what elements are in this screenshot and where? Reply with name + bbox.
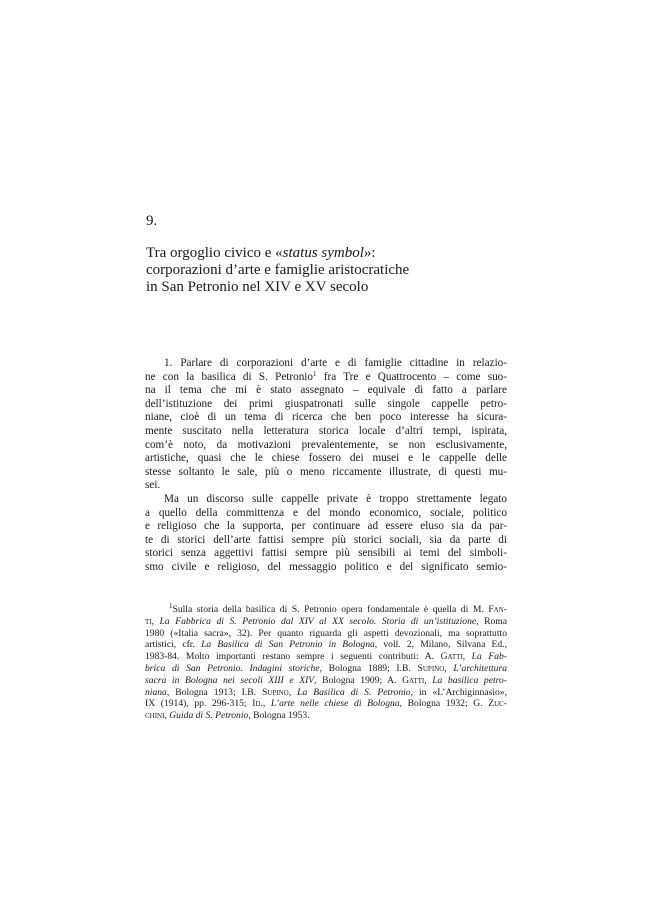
body-text bbox=[145, 357, 507, 575]
text-line: smo civile e religioso, del messaggio politico e del significato semio- bbox=[145, 560, 507, 573]
text-line: Ma un discorso sulle cappelle private è troppo strettamente legato bbox=[164, 492, 507, 505]
footnote-mark: 1 bbox=[169, 602, 173, 610]
footnote-line: brica di San Petronio. Indagini storiche, Bologna 1889; I.B. Supino, L’architettura bbox=[145, 662, 508, 674]
footnote-reference: 1 bbox=[313, 369, 317, 378]
text-line: sei. bbox=[145, 479, 161, 492]
text-line: ne con la basilica di S. Petronio$^1$ fra Tre e Quattrocento – come suo- bbox=[145, 369, 507, 383]
chapter-number: 9. bbox=[146, 213, 158, 229]
footnote-line: $^1$Sulla storia della basilica di S. Petronio opera fondamentale è quella di M. Fan- bbox=[169, 602, 507, 615]
footnote-line: ti, La Fabbrica di S. Petronio dal XIV al XX secolo. Storia di un’istituzione, Roma bbox=[145, 615, 508, 627]
chapter-title-line-2: corporazioni d’arte e famiglie aristocratiche bbox=[146, 262, 410, 278]
paragraph-1 bbox=[145, 357, 507, 493]
chapter-title-line-3: in San Petronio nel XIV e XV secolo bbox=[146, 279, 369, 295]
footnote-line: chini, Guida di S. Petronio, Bologna 1953. bbox=[145, 710, 310, 722]
text-line: na il tema che mi è stato assegnato – equivale di fatto a parlare bbox=[145, 384, 507, 397]
text-line: dell’istituzione dei primi giuspatronati sulle singole cappelle petro- bbox=[145, 397, 507, 410]
text-line: te di storici dell’arte fattisi sempre più storici sociali, sia da parte di bbox=[145, 533, 507, 546]
footnote-line: artistici, cfr. La Basilica di San Petronio in Bologna, voll. 2, Milano, Silvana Ed., bbox=[145, 639, 507, 651]
text-line: e religioso che la supporta, per continuare ad essere eluso sia da par- bbox=[145, 520, 507, 533]
text-line: 1. Parlare di corporazioni d’arte e di famiglie cittadine in relazio- bbox=[164, 357, 507, 369]
text-line: a quello della committenza e del mondo economico, sociale, politico bbox=[145, 506, 507, 519]
text-line: niane, cioè di un tema di ricerca che ben poco interesse ha sicura- bbox=[145, 411, 507, 424]
footnote bbox=[145, 604, 507, 722]
paragraph-2 bbox=[145, 493, 507, 575]
text-line: com’è noto, da motivazioni prevalentemente, se non esclusivamente, bbox=[145, 438, 507, 451]
footnote-line: sacra in Bologna nei secoli XIII e XIV, Bologna 1909; A. Gatti, La basilica petro- bbox=[145, 674, 507, 686]
footnote-line: 1983-84. Molto importanti restano sempre i seguenti contributi: A. Gatti, La Fab- bbox=[145, 651, 507, 663]
footnote-line: IX (1914), pp. 296-315; Id., L’arte nelle chiese di Bologna, Bologna 1932; G. Zuc- bbox=[145, 698, 507, 710]
chapter-title-line-1: Tra orgoglio civico e «status symbol»: bbox=[146, 245, 376, 261]
footnote-line: 1980 («Italia sacra», 32). Per quanto riguarda gli aspetti devozionali, ma soprattutto bbox=[145, 627, 507, 639]
text-line: artistiche, quasi che le chiese fossero dei musei e le cappelle delle bbox=[145, 452, 507, 465]
text-line: storici senza aggettivi fattisi sempre più sensibili ai temi del simboli- bbox=[145, 547, 507, 560]
text-line: mente suscitato nella letteratura storica locale d’altri tempi, ispirata, bbox=[145, 424, 507, 437]
chapter-title bbox=[146, 245, 506, 296]
footnote-line: niana, Bologna 1913; I.B. Supino, La Basilica di S. Petronio, in «L’Archiginnasio», bbox=[145, 686, 507, 698]
text-line: stesse soltanto le sale, più o meno riccamente illustrate, di questi mu- bbox=[145, 465, 507, 478]
